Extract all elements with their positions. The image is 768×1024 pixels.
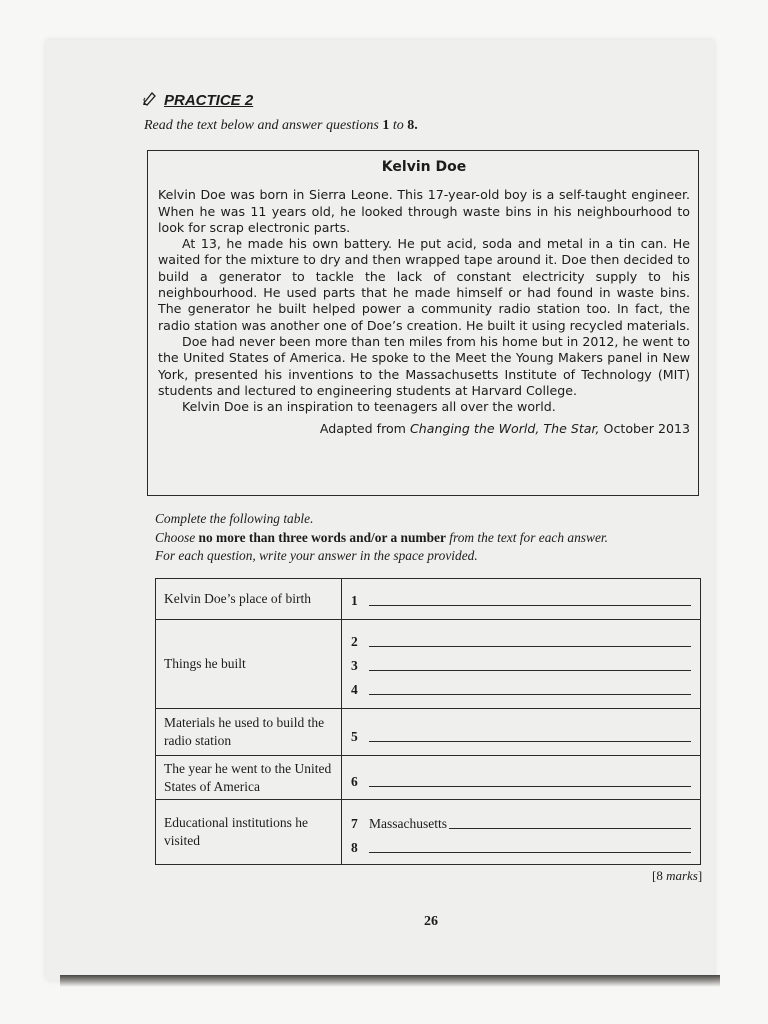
answer-blank[interactable]	[449, 816, 691, 829]
reading-instruction: Read the text below and answer questions 1 to 8.	[144, 118, 418, 133]
answer-blank[interactable]	[369, 729, 691, 742]
answer-line[interactable]: 4	[351, 682, 691, 698]
practice-heading	[142, 90, 253, 110]
row-label: The year he went to the United States of America	[156, 756, 342, 799]
answer-line[interactable]: 1	[351, 593, 691, 609]
page-edge-shadow	[60, 975, 720, 987]
answer-line[interactable]: 8	[351, 840, 691, 856]
answer-line[interactable]: 5	[351, 729, 691, 745]
passage-title: Kelvin Doe	[381, 159, 467, 175]
passage-paragraph: Kelvin Doe is an inspiration to teenagers all over the world.	[182, 399, 556, 415]
page-number: 26	[424, 914, 438, 929]
passage-source: Adapted from Changing the World, The Star, October 2013	[319, 421, 690, 437]
reading-passage	[147, 150, 699, 496]
answer-line[interactable]: 6	[351, 774, 691, 790]
task-instructions	[155, 510, 700, 566]
practice-title: PRACTICE 2	[164, 91, 254, 109]
table-row	[156, 799, 700, 864]
task-line-1: Complete the following table.	[155, 511, 314, 526]
answer-blank[interactable]	[369, 634, 691, 647]
answer-blank[interactable]	[369, 682, 691, 695]
passage-paragraph: Doe had never been more than ten miles from his home but in 2012, he went to the United States of America. He spoke to the Meet the Young Makers panel in New York, presented his inventions to the Massachusetts Institute of Technology (MIT) students and lectured to engineering students at Harvard College.	[158, 333, 690, 398]
answer-table	[155, 578, 701, 865]
row-label: Kelvin Doe’s place of birth	[156, 579, 342, 619]
answer-line[interactable]: 2	[351, 634, 691, 650]
answer-line[interactable]: 7 Massachusetts	[351, 816, 691, 832]
answer-blank[interactable]	[369, 774, 691, 787]
task-line-2: Choose no more than three words and/or a number from the text for each answer.	[155, 529, 608, 545]
answer-blank[interactable]	[369, 593, 691, 606]
row-label: Things he built	[156, 620, 342, 708]
answer-prefix: Massachusetts	[369, 816, 447, 831]
table-row	[156, 619, 700, 708]
answer-blank[interactable]	[369, 840, 691, 853]
answer-line[interactable]: 3	[351, 658, 691, 674]
pencil-hand-icon	[142, 90, 158, 110]
passage-paragraph: Kelvin Doe was born in Sierra Leone. This 17-year-old boy is a self-taught engineer. When he was 11 years old, he looked through waste bins in his neighbourhood to look for scrap electronic parts.	[158, 187, 690, 235]
table-row	[156, 708, 700, 755]
table-row	[156, 755, 700, 799]
marks-label: [8 marks]	[652, 868, 703, 883]
task-line-3: For each question, write your answer in the space provided.	[155, 548, 478, 563]
passage-paragraph: At 13, he made his own battery. He put acid, soda and metal in a tin can. He waited for the mixture to dry and then wrapped tape around it. Doe then decided to build a generator to tackle the lack of constant electricity supply to his neighbourhood. He used parts that he made himself or had found in waste bins. The generator he built helped power a community radio station too. In fact, the radio station was another one of Doe’s creation. He built it using recycled materials.	[158, 236, 690, 333]
row-label: Materials he used to build the radio station	[156, 709, 342, 755]
row-label: Educational institutions he visited	[156, 800, 342, 864]
answer-blank[interactable]	[369, 658, 691, 671]
table-row	[156, 579, 700, 619]
